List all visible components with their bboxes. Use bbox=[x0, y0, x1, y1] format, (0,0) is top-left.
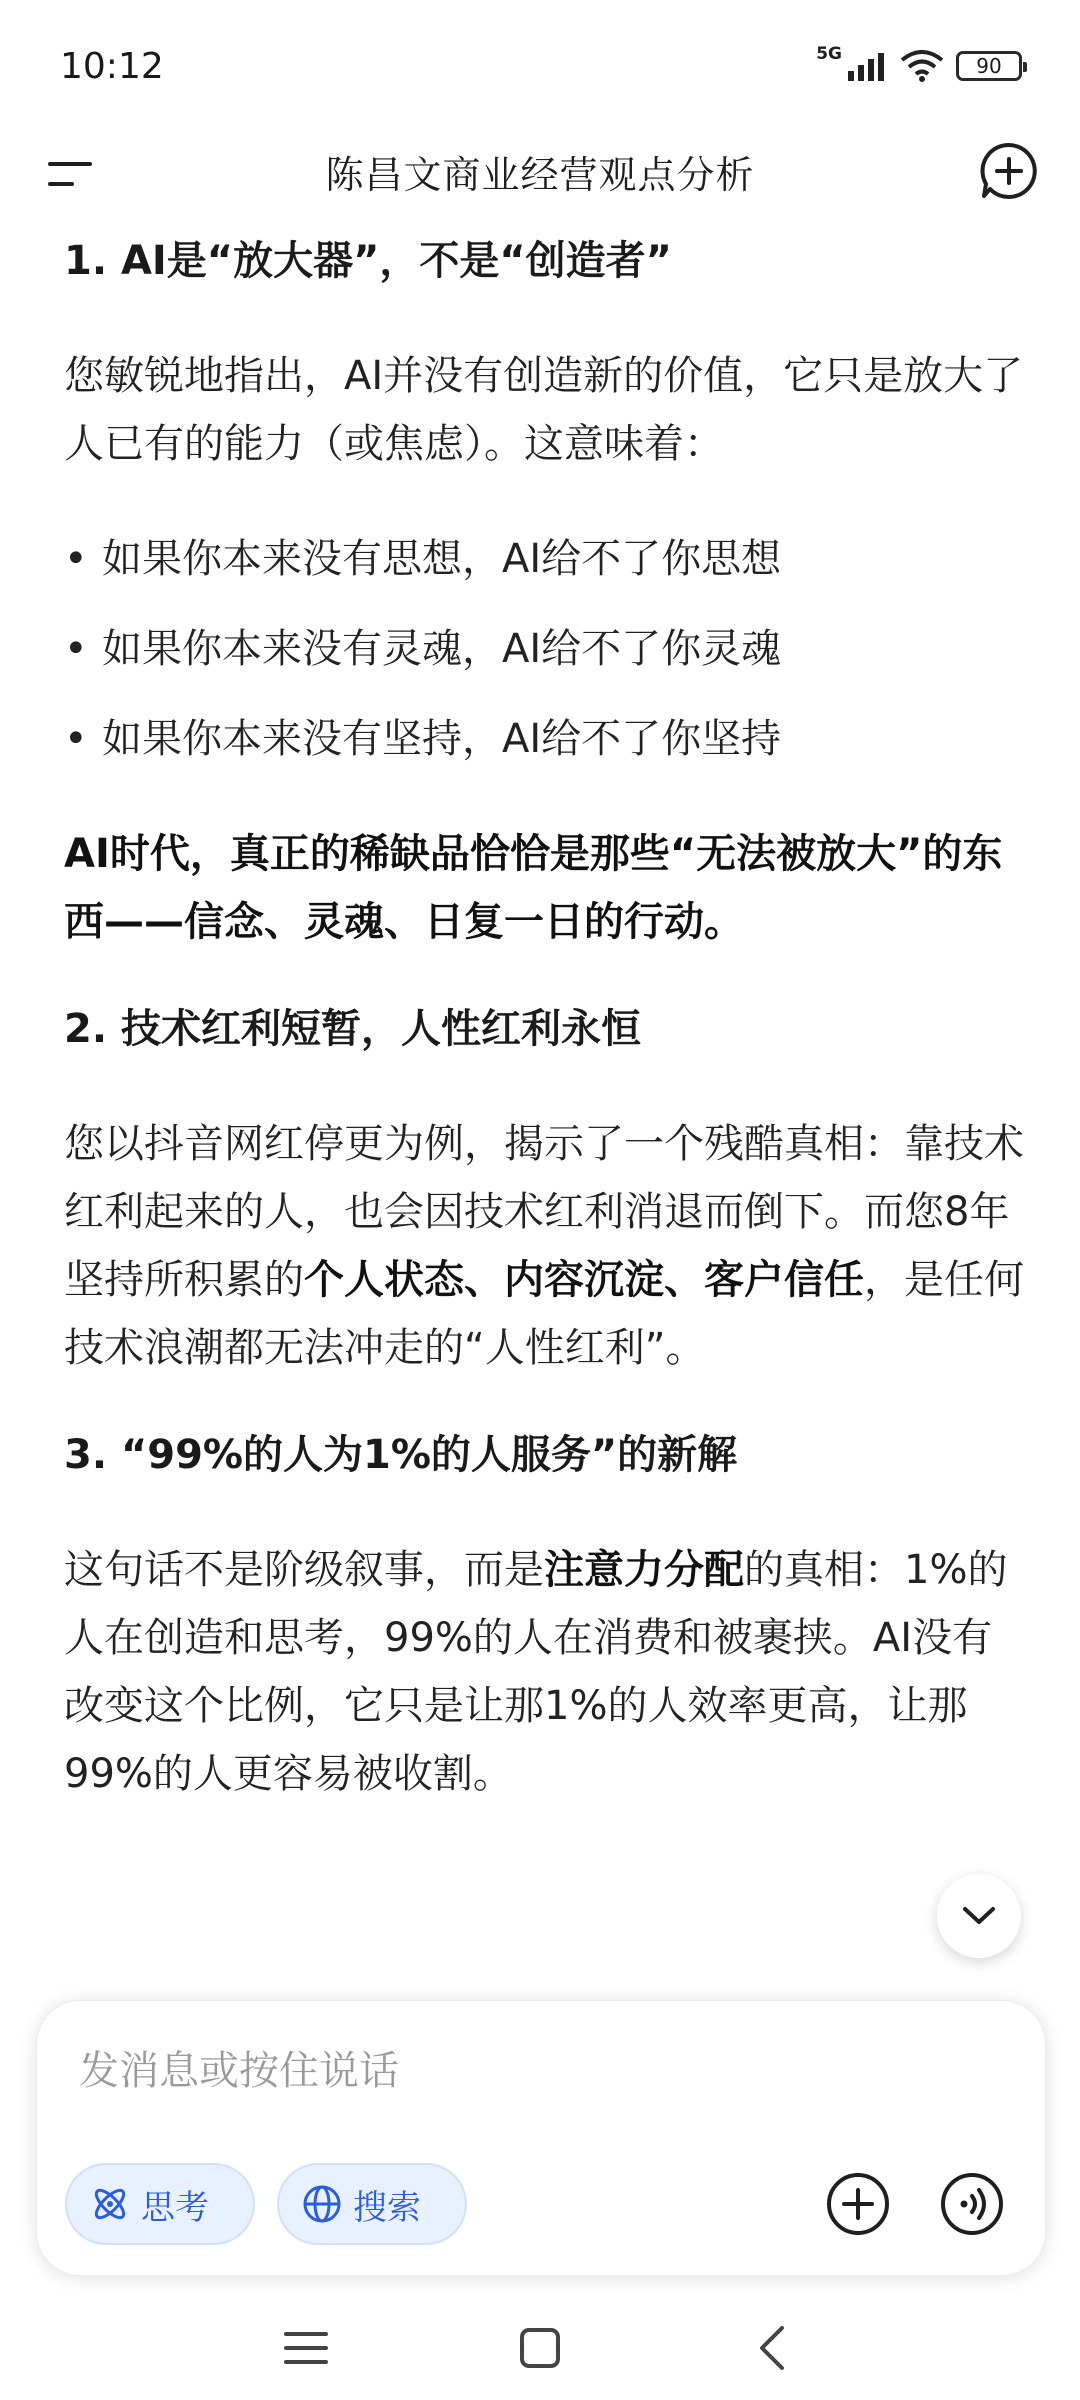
section-paragraph-3 bbox=[64, 1536, 1030, 1808]
bullet-list bbox=[64, 514, 1030, 784]
status-time: 10:12 bbox=[60, 46, 164, 87]
atom-icon bbox=[89, 2183, 131, 2225]
battery-icon bbox=[956, 51, 1022, 81]
paragraph-text: 您以抖音网红停更为例，揭示了一个残酷真相：靠技术红利起来的人，也会因技术红利消退而倒下。而您8年坚持所积累的 bbox=[64, 1121, 1024, 1303]
signal-icon bbox=[848, 51, 888, 81]
section-heading-1: 1. AI是“放大器”，不是“创造者” bbox=[64, 238, 672, 284]
composer bbox=[36, 2000, 1046, 2276]
chevron-down-icon bbox=[961, 1905, 997, 1927]
scroll-to-bottom-button[interactable] bbox=[937, 1874, 1021, 1958]
status-bar bbox=[0, 0, 1080, 130]
new-chat-icon[interactable] bbox=[978, 140, 1040, 202]
think-toggle-button[interactable] bbox=[65, 2163, 255, 2245]
section-conclusion-1: AI时代，真正的稀缺品恰恰是那些“无法被放大”的东西——信念、灵魂、日复一日的行动。 bbox=[64, 831, 1003, 945]
network-type-label: 5G bbox=[816, 44, 842, 64]
section-paragraph-2 bbox=[64, 1110, 1030, 1382]
home-icon[interactable] bbox=[512, 2320, 568, 2376]
system-nav-bar bbox=[0, 2290, 1080, 2400]
list-item: • 如果你本来没有思想，AI给不了你思想 bbox=[64, 514, 1030, 604]
battery-level: 90 bbox=[976, 54, 1002, 78]
search-label: 搜索 bbox=[353, 2187, 421, 2228]
message-input[interactable] bbox=[79, 2041, 979, 2101]
paragraph-text: ，是任何技术浪潮都无法冲走的“人性红利”。 bbox=[64, 1257, 1024, 1371]
section-heading-2: 2. 技术红利短暂，人性红利永恒 bbox=[64, 1006, 641, 1052]
chat-header bbox=[0, 130, 1080, 240]
list-item: • 如果你本来没有坚持，AI给不了你坚持 bbox=[64, 694, 1030, 784]
bold-highlight: 个人状态、内容沉淀、客户信任 bbox=[304, 1257, 864, 1303]
add-attachment-icon[interactable] bbox=[825, 2171, 891, 2237]
list-item: • 如果你本来没有灵魂，AI给不了你灵魂 bbox=[64, 604, 1030, 694]
recent-apps-icon[interactable] bbox=[278, 2320, 334, 2376]
back-icon[interactable] bbox=[746, 2320, 802, 2376]
bold-highlight: 注意力分配 bbox=[544, 1547, 744, 1593]
page-title: 陈昌文商业经营观点分析 bbox=[325, 153, 755, 197]
voice-call-icon[interactable] bbox=[939, 2171, 1005, 2237]
globe-icon bbox=[301, 2183, 343, 2225]
status-icons bbox=[816, 44, 1022, 82]
think-label: 思考 bbox=[141, 2187, 209, 2228]
paragraph-text: 这句话不是阶级叙事，而是 bbox=[64, 1547, 544, 1593]
section-heading-3: 3. “99%的人为1%的人服务”的新解 bbox=[64, 1432, 738, 1478]
search-toggle-button[interactable] bbox=[277, 2163, 467, 2245]
paragraph-text: 的真相：1%的人在创造和思考，99%的人在消费和被裹挟。AI没有改变这个比例，它只是让那1%的人效率更高，让那99%的人更容易被收割。 bbox=[64, 1547, 1008, 1797]
wifi-icon bbox=[900, 50, 944, 82]
section-paragraph-1: 您敏锐地指出，AI并没有创造新的价值，它只是放大了人已有的能力（或焦虑）。这意味着： bbox=[64, 353, 1024, 467]
assistant-message bbox=[64, 232, 1030, 1808]
